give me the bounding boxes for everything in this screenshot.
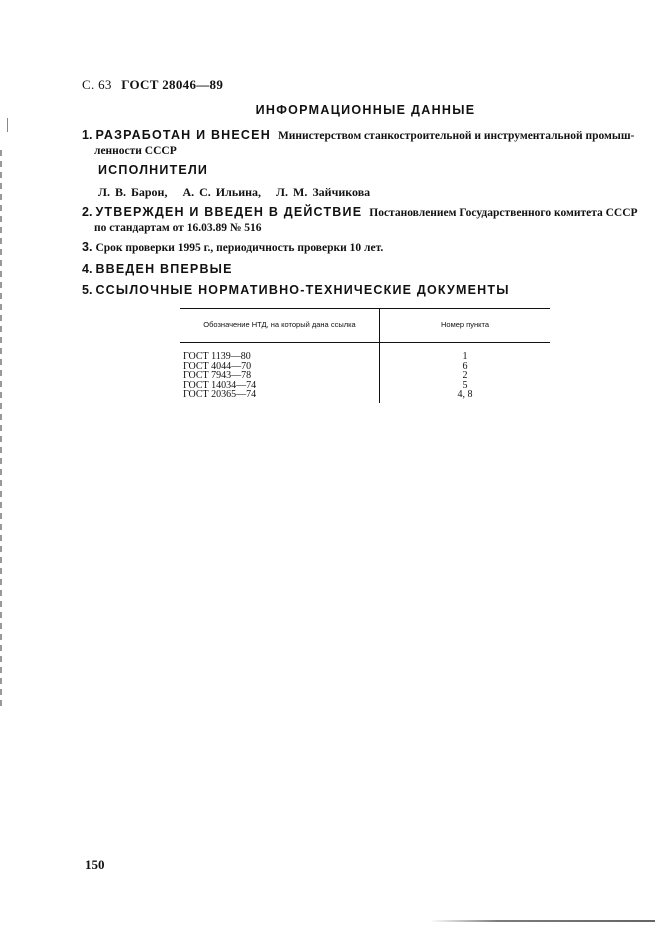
table-cell-point: 1 <box>462 351 468 362</box>
page-header <box>82 77 223 93</box>
standard-number: ГОСТ 28046—89 <box>121 77 224 92</box>
table-row <box>183 390 549 400</box>
section-text: Постановлением Государственного комитета СССР <box>369 207 638 219</box>
reference-table <box>180 308 550 403</box>
table-cell-point: 4, 8 <box>457 389 473 401</box>
performer-name: Л. М. Зайчикова <box>276 185 371 199</box>
section-text-continued: по стандартам от 16.03.89 № 516 <box>94 222 262 234</box>
table-cell-document: ГОСТ 7943—78 <box>183 370 252 382</box>
table-cell-point: 2 <box>462 370 468 382</box>
page-title: ИНФОРМАЦИОННЫЕ ДАННЫЕ <box>255 103 476 117</box>
page-ref: С. 63 <box>82 77 112 92</box>
section-number: 2. <box>82 205 93 219</box>
section-heading: УТВЕРЖДЕН И ВВЕДЕН В ДЕЙСТВИЕ <box>95 205 363 219</box>
section-text: Министерством станкостроительной и инструментальной промыш- <box>277 130 635 142</box>
table-cell-document: ГОСТ 20365—74 <box>183 389 257 401</box>
table-body <box>183 352 549 400</box>
scan-edge-artifact <box>0 150 2 710</box>
table-header-point: Номер пункта <box>440 320 489 329</box>
table-cell-point: 6 <box>462 360 468 372</box>
table-top-rule <box>180 308 550 309</box>
section-first-introduced <box>82 262 652 277</box>
performers-names <box>98 185 380 200</box>
table-header-rule <box>180 342 550 343</box>
scan-mark-artifact <box>7 118 8 132</box>
section-number: 4. <box>82 262 93 276</box>
section-review-period <box>82 240 652 256</box>
section-developed <box>82 128 652 159</box>
performers-heading: ИСПОЛНИТЕЛИ <box>98 163 209 177</box>
performer-name: А. С. Ильина, <box>182 185 262 199</box>
page-number: 150 <box>85 857 105 872</box>
section-text-continued: ленности СССР <box>94 145 177 157</box>
performer-name: Л. В. Барон, <box>98 185 168 199</box>
section-approved <box>82 205 652 236</box>
section-number: 1. <box>82 128 93 142</box>
table-header-document: Обозначение НТД, на который дана ссылка <box>203 320 356 329</box>
scan-smudge-artifact <box>430 920 655 922</box>
table-cell-document: ГОСТ 14034—74 <box>183 379 257 391</box>
section-number: 5. <box>82 283 93 297</box>
table-cell-document: ГОСТ 1139—80 <box>183 351 251 362</box>
table-cell-point: 5 <box>462 379 468 391</box>
section-text: Срок проверки 1995 г., периодичность проверки 10 лет. <box>95 242 384 254</box>
section-number: 3. <box>82 240 93 254</box>
table-cell-document: ГОСТ 4044—70 <box>183 360 252 372</box>
section-heading: ВВЕДЕН ВПЕРВЫЕ <box>95 262 233 276</box>
section-heading: ССЫЛОЧНЫЕ НОРМАТИВНО-ТЕХНИЧЕСКИЕ ДОКУМЕНТЫ <box>95 283 510 297</box>
section-referenced-documents <box>82 283 652 298</box>
section-heading: РАЗРАБОТАН И ВНЕСЕН <box>95 128 271 142</box>
